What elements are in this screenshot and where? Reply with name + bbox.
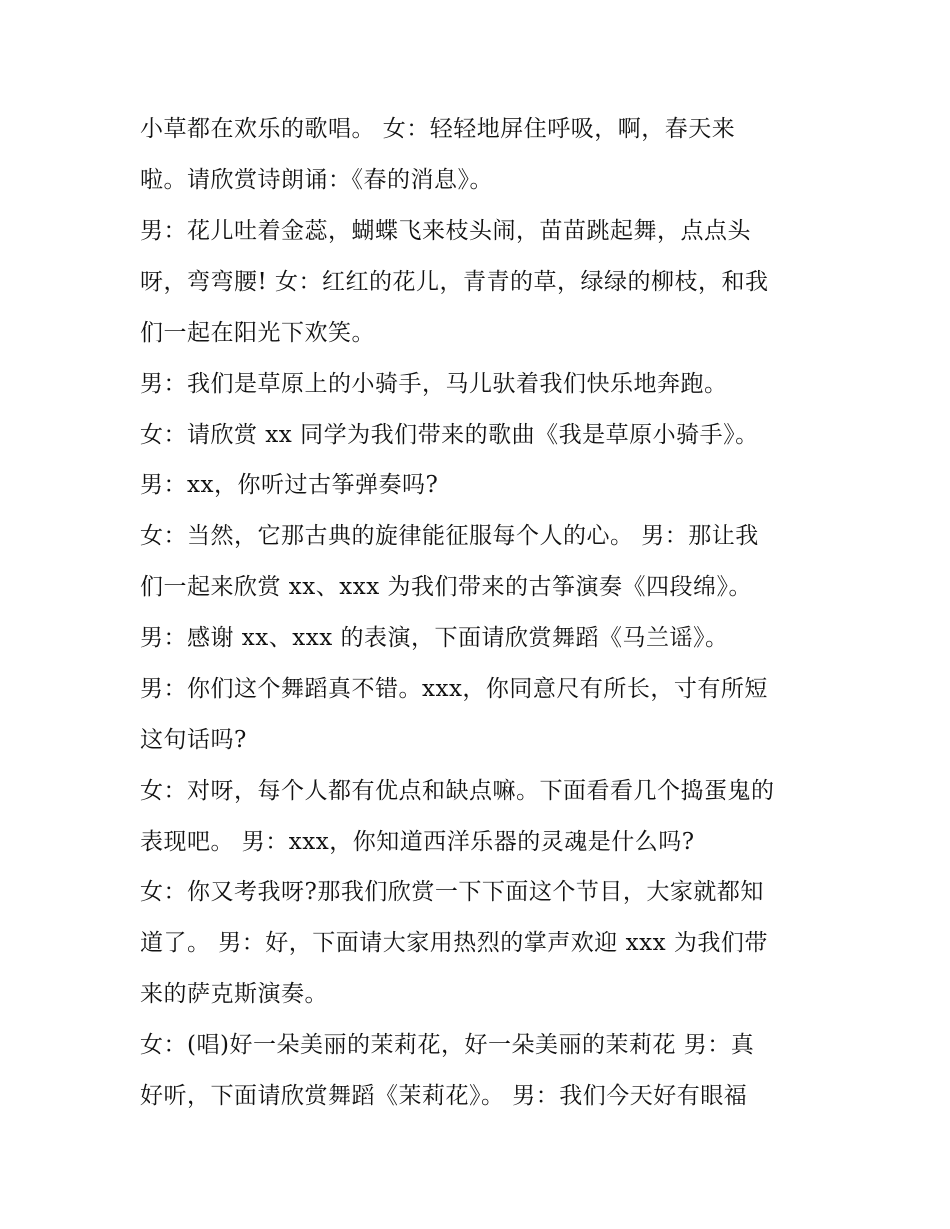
text-line: 这句话吗? <box>140 727 247 753</box>
text-line: 呀，弯弯腰! 女：红红的花儿，青青的草，绿绿的柳枝，和我 <box>140 269 769 295</box>
text-line: 啦。请欣赏诗朗诵：《春的消息》。 <box>140 167 493 193</box>
text-line: 男：我们是草原上的小骑手，马儿驮着我们快乐地奔跑。 <box>140 371 728 397</box>
text-line: 女：当然，它那古典的旋律能征服每个人的心。 男：那让我 <box>140 523 759 549</box>
text-line: 好听，下面请欣赏舞蹈《茉莉花》。 男：我们今天好有眼福 <box>140 1083 748 1109</box>
text-line: 们一起来欣赏 xx、xxx 为我们带来的古筝演奏《四段绵》。 <box>140 574 752 600</box>
text-line: 男：你们这个舞蹈真不错。xxx，你同意尺有所长，寸有所短 <box>140 676 768 702</box>
text-line: 小草都在欢乐的歌唱。 女：轻轻地屏住呼吸，啊，春天来 <box>140 116 736 142</box>
text-line: 女：请欣赏 xx 同学为我们带来的歌曲《我是草原小骑手》。 <box>140 422 759 448</box>
text-line: 女：对呀，每个人都有优点和缺点嘛。下面看看几个捣蛋鬼的 <box>140 778 775 804</box>
text-line: 男：感谢 xx、xxx 的表演，下面请欣赏舞蹈《马兰谣》。 <box>140 625 729 651</box>
text-line: 男：花儿吐着金蕊，蝴蝶飞来枝头闹，苗苗跳起舞，点点头 <box>140 218 751 244</box>
text-line: 道了。 男：好，下面请大家用热烈的掌声欢迎 xxx 为我们带 <box>140 930 768 956</box>
text-line: 们一起在阳光下欢笑。 <box>140 320 375 346</box>
text-line: 女：你又考我呀?那我们欣赏一下下面这个节目，大家就都知 <box>140 879 764 905</box>
text-line: 女：(唱)好一朵美丽的茉莉花，好一朵美丽的茉莉花 男：真 <box>140 1032 755 1058</box>
text-line: 来的萨克斯演奏。 <box>140 981 328 1007</box>
text-line: 男：xx，你听过古筝弹奏吗? <box>140 472 439 498</box>
text-line: 表现吧。 男：xxx，你知道西洋乐器的灵魂是什么吗? <box>140 829 695 855</box>
